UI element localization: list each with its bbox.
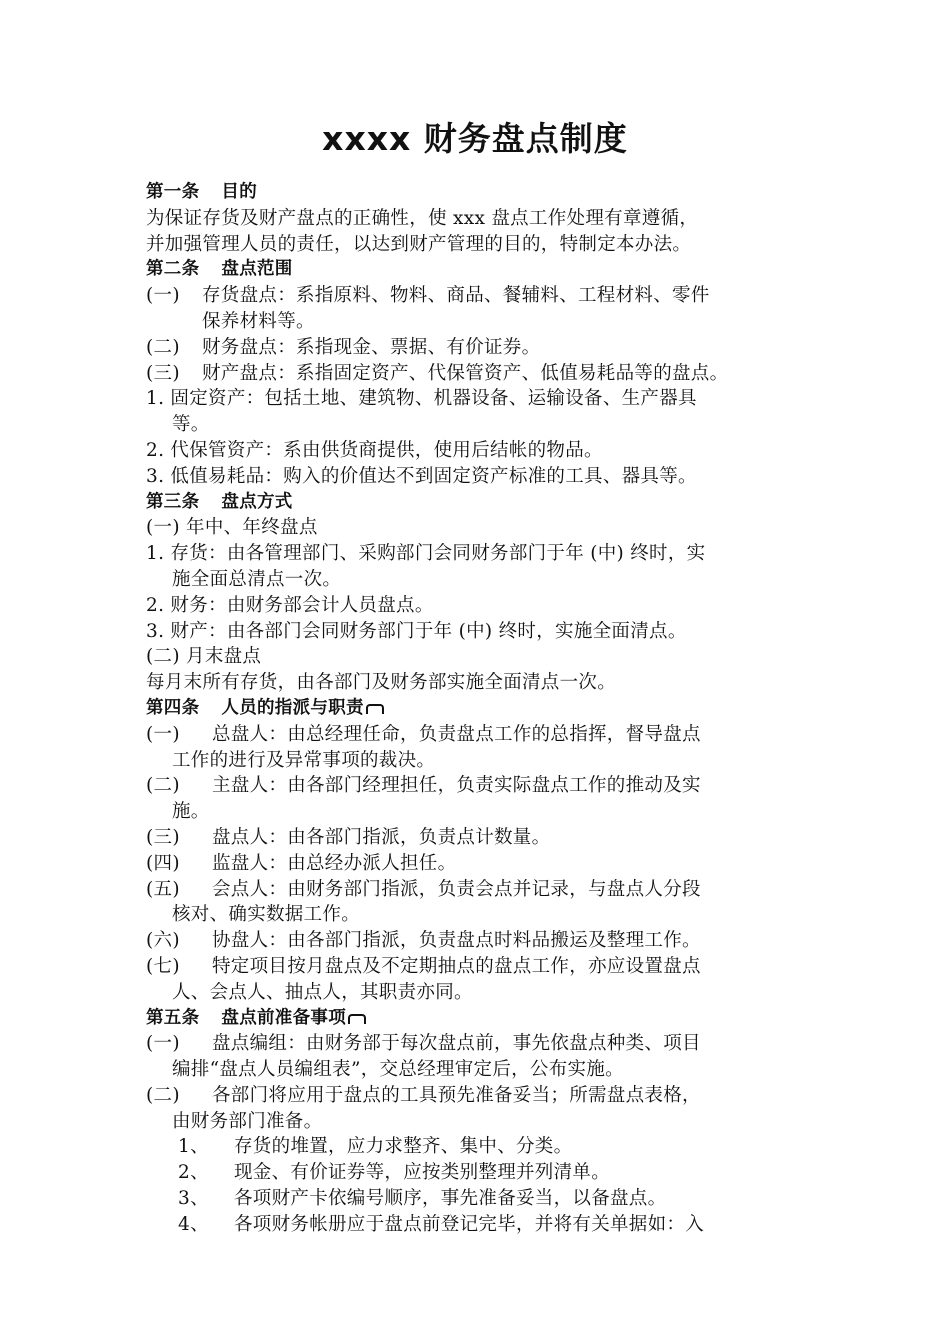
item-label: (一) bbox=[146, 285, 180, 307]
list-item-continued: 编排“盘点人员编组表”，交总经理审定后，公布实施。 bbox=[172, 1059, 624, 1081]
article-4-heading bbox=[146, 696, 826, 722]
article-number: 第五条 bbox=[146, 1007, 200, 1028]
article-title: 盘点方式 bbox=[221, 491, 293, 512]
article-5-heading bbox=[146, 1006, 826, 1032]
document-body bbox=[146, 180, 826, 1238]
sub-item-continued: 施全面总清点一次。 bbox=[172, 568, 342, 590]
numbered-item bbox=[146, 1160, 826, 1186]
list-item bbox=[146, 825, 826, 851]
item-text: 存货盘点：系指原料、物料、商品、餐辅料、工程材料、零件 bbox=[202, 285, 710, 307]
section-label: (二) 月末盘点 bbox=[146, 646, 262, 668]
item-label: (一) bbox=[146, 723, 180, 745]
item-label: (五) bbox=[146, 878, 180, 900]
list-item bbox=[146, 722, 826, 748]
sub-item: 3. 财产：由各部门会同财务部门于年 (中) 终时，实施全面清点。 bbox=[146, 620, 687, 642]
article-number: 第四条 bbox=[146, 697, 200, 718]
sub-item-continued: 等。 bbox=[172, 414, 210, 436]
item-text: 主盘人：由各部门经理担任，负责实际盘点工作的推动及实 bbox=[212, 775, 701, 797]
item-text: 各项财产卡依编号顺序，事先准备妥当，以备盘点。 bbox=[234, 1188, 667, 1210]
list-item bbox=[146, 1083, 826, 1109]
article-number: 第一条 bbox=[146, 182, 200, 202]
item-number: 1、 bbox=[178, 1136, 209, 1158]
item-text: 现金、有价证券等，应按类别整理并列清单。 bbox=[234, 1162, 611, 1184]
item-text: 各项财务帐册应于盘点前登记完毕，并将有关单据如：入 bbox=[234, 1213, 705, 1235]
list-item bbox=[146, 283, 826, 309]
item-text: 特定项目按月盘点及不定期抽点的盘点工作，亦应设置盘点 bbox=[212, 955, 701, 977]
item-label: (七) bbox=[146, 955, 180, 977]
edit-mark-icon bbox=[348, 1014, 366, 1024]
list-item bbox=[146, 335, 826, 361]
item-label: (一) bbox=[146, 1033, 180, 1055]
item-label: (二) bbox=[146, 336, 180, 358]
list-item bbox=[146, 1031, 826, 1057]
list-item bbox=[146, 851, 826, 877]
item-text: 盘点人：由各部门指派，负责点计数量。 bbox=[212, 826, 551, 848]
edit-mark-icon bbox=[366, 704, 384, 714]
paragraph-line: 每月末所有存货，由各部门及财务部实施全面清点一次。 bbox=[146, 672, 617, 694]
article-title: 人员的指派与职责 bbox=[221, 697, 364, 718]
item-text: 财产盘点：系指固定资产、代保管资产、低值易耗品等的盘点。 bbox=[202, 362, 729, 384]
sub-item: 3. 低值易耗品：购入的价值达不到固定资产标准的工具、器具等。 bbox=[146, 465, 697, 487]
numbered-item bbox=[146, 1212, 826, 1238]
item-label: (四) bbox=[146, 852, 180, 874]
article-title: 目的 bbox=[221, 182, 258, 202]
numbered-item bbox=[146, 1186, 826, 1212]
numbered-item bbox=[146, 1134, 826, 1160]
list-item-continued: 由财务部门准备。 bbox=[172, 1110, 323, 1132]
article-2-heading bbox=[146, 257, 826, 283]
item-text: 会点人：由财务部门指派，负责会点并记录，与盘点人分段 bbox=[212, 878, 701, 900]
item-label: (三) bbox=[146, 362, 180, 384]
sub-item: 1. 固定资产：包括土地、建筑物、机器设备、运输设备、生产器具 bbox=[146, 388, 697, 410]
article-title: 盘点前准备事项 bbox=[221, 1007, 347, 1028]
list-item-continued: 核对、确实数据工作。 bbox=[172, 904, 361, 926]
sub-item: 2. 财务：由财务部会计人员盘点。 bbox=[146, 594, 434, 616]
item-number: 3、 bbox=[178, 1188, 209, 1210]
list-item bbox=[146, 877, 826, 903]
item-label: (三) bbox=[146, 826, 180, 848]
paragraph-line: 为保证存货及财产盘点的正确性，使 xxx 盘点工作处理有章遵循， bbox=[146, 207, 699, 229]
article-number: 第三条 bbox=[146, 491, 200, 512]
list-item-continued: 保养材料等。 bbox=[202, 310, 315, 332]
item-text: 协盘人：由各部门指派，负责盘点时料品搬运及整理工作。 bbox=[212, 930, 701, 952]
article-3-heading bbox=[146, 490, 826, 516]
list-item bbox=[146, 361, 826, 387]
list-item bbox=[146, 773, 826, 799]
item-text: 监盘人：由总经办派人担任。 bbox=[212, 852, 457, 874]
list-item bbox=[146, 954, 826, 980]
item-number: 4、 bbox=[178, 1213, 209, 1235]
list-item-continued: 人、会点人、抽点人，其职责亦同。 bbox=[172, 981, 473, 1003]
item-label: (二) bbox=[146, 1084, 180, 1106]
article-number: 第二条 bbox=[146, 259, 200, 280]
item-text: 总盘人：由总经理任命，负责盘点工作的总指挥，督导盘点 bbox=[212, 723, 701, 745]
item-text: 财务盘点：系指现金、票据、有价证券。 bbox=[202, 336, 541, 358]
paragraph-line: 并加强管理人员的责任，以达到财产管理的目的，特制定本办法。 bbox=[146, 233, 692, 255]
list-item-continued: 施。 bbox=[172, 801, 210, 823]
article-title: 盘点范围 bbox=[221, 259, 293, 280]
item-text: 盘点编组：由财务部于每次盘点前，事先依盘点种类、项目 bbox=[212, 1033, 701, 1055]
list-item-continued: 工作的进行及异常事项的裁决。 bbox=[172, 749, 436, 771]
article-1-heading bbox=[146, 180, 826, 206]
item-number: 2、 bbox=[178, 1162, 209, 1184]
list-item bbox=[146, 928, 826, 954]
item-label: (六) bbox=[146, 930, 180, 952]
document-title: xxxx 财务盘点制度 bbox=[322, 119, 628, 158]
section-label: (一) 年中、年终盘点 bbox=[146, 517, 318, 539]
item-text: 存货的堆置，应力求整齐、集中、分类。 bbox=[234, 1136, 573, 1158]
item-label: (二) bbox=[146, 775, 180, 797]
sub-item: 1. 存货：由各管理部门、采购部门会同财务部门于年 (中) 终时，实 bbox=[146, 543, 706, 565]
sub-item: 2. 代保管资产：系由供货商提供，使用后结帐的物品。 bbox=[146, 439, 603, 461]
item-text: 各部门将应用于盘点的工具预先准备妥当；所需盘点表格， bbox=[212, 1084, 701, 1106]
